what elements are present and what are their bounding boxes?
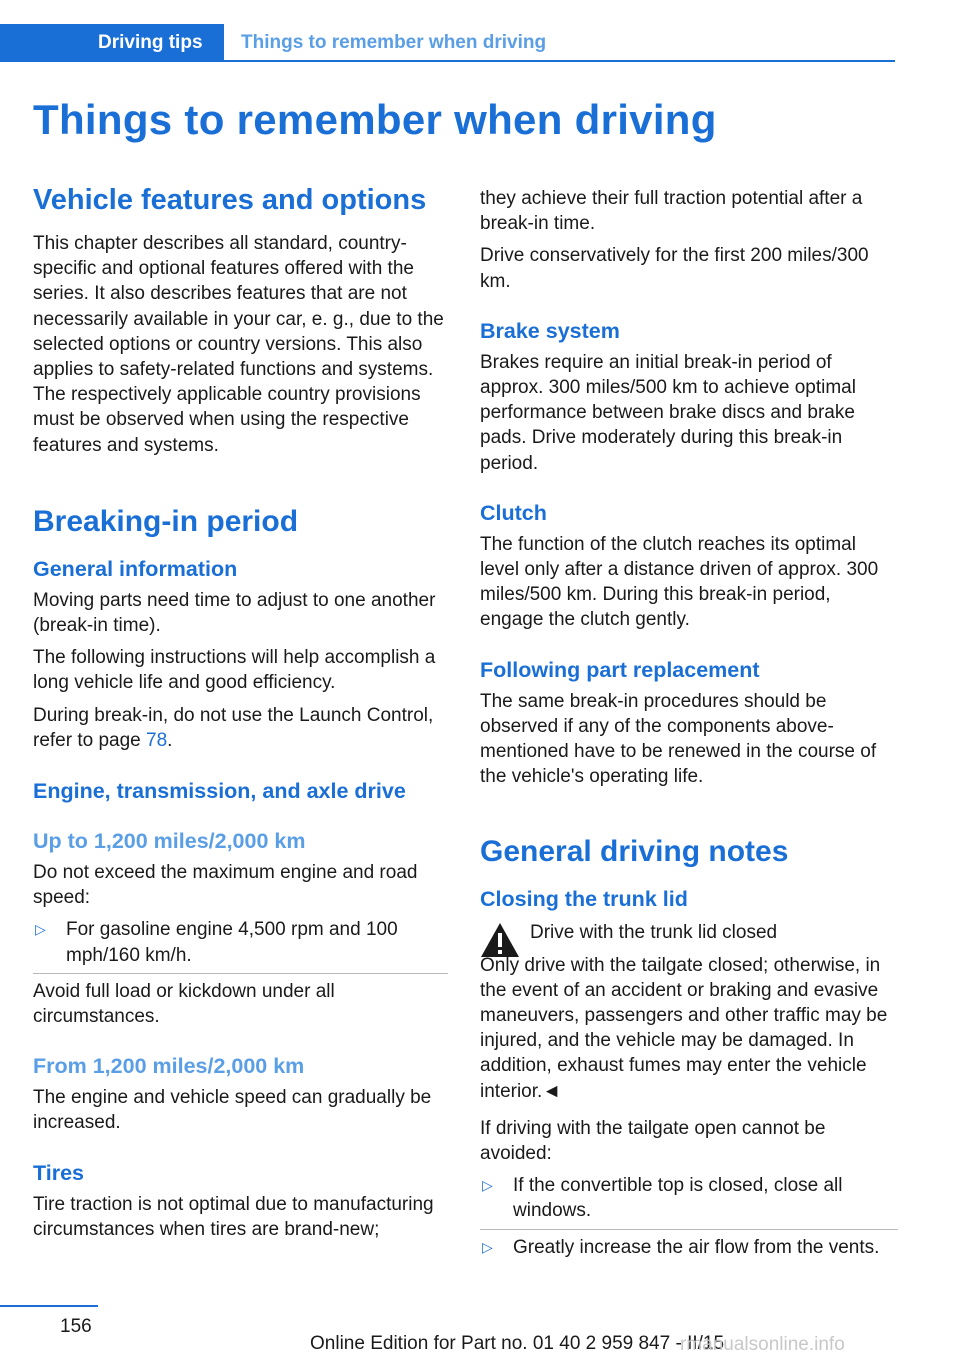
- brake-text: Brakes require an initial break-in period of approx. 300 miles/500 km to achieve optimal performance between brake discs and brake pads. Drive moderately during this break-in period.: [480, 351, 856, 474]
- up-to-text-2: Avoid full load or kickdown under all circumstances.: [33, 973, 448, 1029]
- general-info-p3-end: .: [167, 729, 173, 751]
- warning-block: [480, 920, 898, 1103]
- general-info-p1: Moving parts need time to adjust to one another (break-in time).: [33, 589, 436, 637]
- vehicle-features-text: This chapter describes all standard, country-specific and optional features offered with the series. It also describes features that are not necessarily available in your car, e. g., due to the selected options or country versions. This also applies to safety-related functions and systems. The respectively applicable country provisions must be observed when using the respective features and systems.: [33, 233, 444, 456]
- page-number: 156: [60, 1316, 92, 1337]
- from-text: The engine and vehicle speed can gradually be increased.: [33, 1087, 432, 1134]
- general-info-p3: [33, 703, 448, 753]
- page-link-78[interactable]: 78: [146, 729, 168, 751]
- list-item-text: Greatly increase the air flow from the vents.: [513, 1236, 880, 1258]
- left-column: [33, 182, 448, 1242]
- page-tab[interactable]: Things to remember when driving: [241, 32, 547, 53]
- heading-up-to-1200: Up to 1,200 miles/2,000 km: [33, 829, 306, 854]
- section-tab[interactable]: Driving tips: [0, 24, 224, 62]
- list-item-text: For gasoline engine 4,500 rpm and 100 mph/160 km/h.: [66, 919, 398, 966]
- up-to-text: Do not exceed the maximum engine and road speed:: [33, 862, 418, 909]
- heading-breaking-in: Breaking-in period: [33, 504, 299, 538]
- footer-rule: [0, 1305, 98, 1307]
- warning-title: Drive with the trunk lid closed: [530, 922, 778, 944]
- page-title: Things to remember when driving: [33, 96, 717, 143]
- triangle-right-icon: ▷: [482, 1238, 493, 1255]
- heading-clutch: Clutch: [480, 500, 547, 525]
- heading-closing-trunk-lid: Closing the trunk lid: [480, 887, 688, 912]
- heading-tires: Tires: [33, 1160, 84, 1185]
- tailgate-open-text: If driving with the tailgate open cannot be avoided:: [480, 1117, 826, 1165]
- list-item-text: If the convertible top is closed, close all windows.: [513, 1175, 843, 1222]
- list-item: [33, 917, 448, 967]
- triangle-right-icon: ▷: [482, 1177, 493, 1194]
- clutch-text: The function of the clutch reaches its optimal level only after a distance driven of approx. 300 miles/500 km. During this break-in period, engage the clutch gently.: [480, 533, 879, 631]
- heading-engine-transmission: Engine, transmission, and axle drive: [33, 779, 406, 804]
- tires-text-continued: they achieve their full traction potential after a break-in time.: [480, 188, 863, 235]
- general-info-p2: The following instructions will help accomplish a long vehicle life and good efficiency.: [33, 647, 436, 694]
- heading-brake-system: Brake system: [480, 318, 620, 343]
- heading-general-information: General information: [33, 556, 238, 581]
- heading-general-driving-notes: General driving notes: [480, 835, 789, 869]
- edition-note: Online Edition for Part no. 01 40 2 959 847 - II/15: [310, 1333, 725, 1354]
- watermark: rmanualsonline.info: [680, 1334, 845, 1355]
- general-info-p3-text: During break-in, do not use the Launch Control, refer to page: [33, 704, 434, 751]
- list-item: [480, 1173, 898, 1223]
- tires-text-2: Drive conservatively for the first 200 miles/300 km.: [480, 245, 869, 292]
- replacement-text: The same break-in procedures should be observed if any of the components above-mentioned have to be renewed in the course of the vehicle's operating life.: [480, 690, 877, 788]
- heading-vehicle-features: Vehicle features and options: [33, 184, 427, 216]
- warning-header: [480, 920, 898, 1103]
- heading-part-replacement: Following part replacement: [480, 657, 760, 682]
- tires-text: Tire traction is not optimal due to manufacturing circumstances when tires are brand-new;: [33, 1193, 434, 1240]
- triangle-right-icon: ▷: [35, 921, 46, 938]
- warning-text: Only drive with the tailgate closed; otherwise, in the event of an accident or braking and evasive maneuvers, passengers and other traffic may be injured, and the vehicle may be damaged. In addition, exhaust fumes may enter the vehicle interior.◄: [480, 954, 888, 1102]
- heading-from-1200: From 1,200 miles/2,000 km: [33, 1054, 305, 1079]
- list-item: [480, 1229, 898, 1260]
- right-column: [480, 186, 898, 1260]
- page-header: [0, 24, 895, 62]
